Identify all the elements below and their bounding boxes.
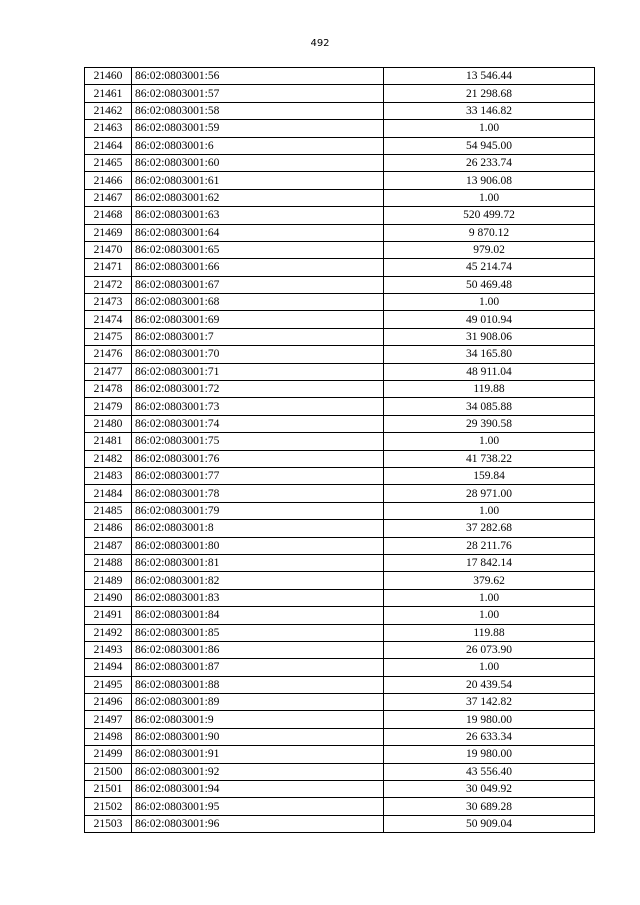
cadastral-number-cell: 86:02:0803001:71 [132, 363, 384, 380]
table-row [85, 207, 595, 224]
cadastral-number-cell: 86:02:0803001:6 [132, 137, 384, 154]
table-row [85, 589, 595, 606]
cadastral-number-cell: 86:02:0803001:78 [132, 485, 384, 502]
value-cell: 41 738.22 [384, 450, 595, 467]
page-number: 492 [310, 38, 330, 49]
value-cell: 979.02 [384, 241, 595, 258]
cadastral-number-cell: 86:02:0803001:70 [132, 346, 384, 363]
row-number-cell: 21502 [85, 798, 132, 815]
cadastral-number-cell: 86:02:0803001:88 [132, 676, 384, 693]
table-row [85, 676, 595, 693]
value-cell: 29 390.58 [384, 415, 595, 432]
value-cell: 26 633.34 [384, 728, 595, 745]
table-row [85, 520, 595, 537]
table-body [85, 68, 595, 833]
row-number-cell: 21491 [85, 607, 132, 624]
table-row [85, 398, 595, 415]
value-cell: 13 906.08 [384, 172, 595, 189]
table-row [85, 798, 595, 815]
cadastral-number-cell: 86:02:0803001:59 [132, 120, 384, 137]
cadastral-number-cell: 86:02:0803001:60 [132, 154, 384, 171]
cadastral-number-cell: 86:02:0803001:68 [132, 294, 384, 311]
row-number-cell: 21469 [85, 224, 132, 241]
row-number-cell: 21490 [85, 589, 132, 606]
row-number-cell: 21485 [85, 502, 132, 519]
cadastral-number-cell: 86:02:0803001:73 [132, 398, 384, 415]
value-cell: 1.00 [384, 433, 595, 450]
table-row [85, 415, 595, 432]
row-number-cell: 21495 [85, 676, 132, 693]
table-row [85, 711, 595, 728]
cadastral-table [84, 67, 595, 833]
cadastral-number-cell: 86:02:0803001:63 [132, 207, 384, 224]
row-number-cell: 21461 [85, 85, 132, 102]
row-number-cell: 21474 [85, 311, 132, 328]
value-cell: 33 146.82 [384, 102, 595, 119]
row-number-cell: 21500 [85, 763, 132, 780]
table-row [85, 276, 595, 293]
value-cell: 49 010.94 [384, 311, 595, 328]
table-row [85, 85, 595, 102]
value-cell: 19 980.00 [384, 746, 595, 763]
cadastral-number-cell: 86:02:0803001:79 [132, 502, 384, 519]
value-cell: 9 870.12 [384, 224, 595, 241]
table-row [85, 815, 595, 832]
value-cell: 45 214.74 [384, 259, 595, 276]
table-row [85, 189, 595, 206]
table-row [85, 763, 595, 780]
cadastral-number-cell: 86:02:0803001:69 [132, 311, 384, 328]
value-cell: 54 945.00 [384, 137, 595, 154]
row-number-cell: 21472 [85, 276, 132, 293]
value-cell: 37 142.82 [384, 694, 595, 711]
value-cell: 50 909.04 [384, 815, 595, 832]
cadastral-number-cell: 86:02:0803001:77 [132, 467, 384, 484]
table-row [85, 311, 595, 328]
table-row [85, 102, 595, 119]
table-row [85, 259, 595, 276]
row-number-cell: 21497 [85, 711, 132, 728]
cadastral-number-cell: 86:02:0803001:62 [132, 189, 384, 206]
value-cell: 1.00 [384, 294, 595, 311]
row-number-cell: 21488 [85, 554, 132, 571]
table-row [85, 241, 595, 258]
row-number-cell: 21464 [85, 137, 132, 154]
value-cell: 119.88 [384, 624, 595, 641]
row-number-cell: 21470 [85, 241, 132, 258]
value-cell: 1.00 [384, 120, 595, 137]
table-row [85, 120, 595, 137]
cadastral-number-cell: 86:02:0803001:61 [132, 172, 384, 189]
row-number-cell: 21465 [85, 154, 132, 171]
cadastral-number-cell: 86:02:0803001:58 [132, 102, 384, 119]
row-number-cell: 21484 [85, 485, 132, 502]
value-cell: 34 165.80 [384, 346, 595, 363]
cadastral-number-cell: 86:02:0803001:56 [132, 68, 384, 85]
value-cell: 379.62 [384, 572, 595, 589]
table-row [85, 537, 595, 554]
table-row [85, 641, 595, 658]
cadastral-number-cell: 86:02:0803001:8 [132, 520, 384, 537]
value-cell: 31 908.06 [384, 328, 595, 345]
table-row [85, 728, 595, 745]
row-number-cell: 21482 [85, 450, 132, 467]
value-cell: 26 073.90 [384, 641, 595, 658]
row-number-cell: 21496 [85, 694, 132, 711]
table-row [85, 554, 595, 571]
cadastral-number-cell: 86:02:0803001:84 [132, 607, 384, 624]
table-row [85, 485, 595, 502]
table-row [85, 346, 595, 363]
value-cell: 28 211.76 [384, 537, 595, 554]
row-number-cell: 21501 [85, 781, 132, 798]
cadastral-number-cell: 86:02:0803001:76 [132, 450, 384, 467]
value-cell: 19 980.00 [384, 711, 595, 728]
row-number-cell: 21463 [85, 120, 132, 137]
row-number-cell: 21466 [85, 172, 132, 189]
cadastral-number-cell: 86:02:0803001:92 [132, 763, 384, 780]
cadastral-number-cell: 86:02:0803001:64 [132, 224, 384, 241]
row-number-cell: 21467 [85, 189, 132, 206]
row-number-cell: 21489 [85, 572, 132, 589]
cadastral-number-cell: 86:02:0803001:66 [132, 259, 384, 276]
value-cell: 1.00 [384, 502, 595, 519]
table-row [85, 328, 595, 345]
row-number-cell: 21468 [85, 207, 132, 224]
cadastral-number-cell: 86:02:0803001:85 [132, 624, 384, 641]
row-number-cell: 21487 [85, 537, 132, 554]
table-row [85, 450, 595, 467]
table-row [85, 137, 595, 154]
row-number-cell: 21483 [85, 467, 132, 484]
cadastral-number-cell: 86:02:0803001:80 [132, 537, 384, 554]
table-row [85, 694, 595, 711]
table-row [85, 781, 595, 798]
row-number-cell: 21476 [85, 346, 132, 363]
cadastral-number-cell: 86:02:0803001:82 [132, 572, 384, 589]
row-number-cell: 21486 [85, 520, 132, 537]
row-number-cell: 21494 [85, 659, 132, 676]
value-cell: 20 439.54 [384, 676, 595, 693]
cadastral-number-cell: 86:02:0803001:57 [132, 85, 384, 102]
value-cell: 17 842.14 [384, 554, 595, 571]
cadastral-number-cell: 86:02:0803001:94 [132, 781, 384, 798]
cadastral-number-cell: 86:02:0803001:65 [132, 241, 384, 258]
table-row [85, 154, 595, 171]
row-number-cell: 21475 [85, 328, 132, 345]
cadastral-number-cell: 86:02:0803001:75 [132, 433, 384, 450]
value-cell: 13 546.44 [384, 68, 595, 85]
value-cell: 21 298.68 [384, 85, 595, 102]
table-row [85, 502, 595, 519]
value-cell: 43 556.40 [384, 763, 595, 780]
row-number-cell: 21498 [85, 728, 132, 745]
table-row [85, 659, 595, 676]
table-row [85, 467, 595, 484]
cadastral-number-cell: 86:02:0803001:89 [132, 694, 384, 711]
cadastral-number-cell: 86:02:0803001:86 [132, 641, 384, 658]
cadastral-number-cell: 86:02:0803001:96 [132, 815, 384, 832]
value-cell: 1.00 [384, 189, 595, 206]
cadastral-number-cell: 86:02:0803001:7 [132, 328, 384, 345]
cadastral-number-cell: 86:02:0803001:95 [132, 798, 384, 815]
table-row [85, 68, 595, 85]
table-row [85, 607, 595, 624]
cadastral-number-cell: 86:02:0803001:9 [132, 711, 384, 728]
value-cell: 1.00 [384, 589, 595, 606]
row-number-cell: 21493 [85, 641, 132, 658]
cadastral-number-cell: 86:02:0803001:81 [132, 554, 384, 571]
value-cell: 26 233.74 [384, 154, 595, 171]
row-number-cell: 21479 [85, 398, 132, 415]
row-number-cell: 21478 [85, 381, 132, 398]
value-cell: 50 469.48 [384, 276, 595, 293]
row-number-cell: 21503 [85, 815, 132, 832]
row-number-cell: 21471 [85, 259, 132, 276]
cadastral-number-cell: 86:02:0803001:83 [132, 589, 384, 606]
value-cell: 1.00 [384, 659, 595, 676]
cadastral-number-cell: 86:02:0803001:91 [132, 746, 384, 763]
row-number-cell: 21480 [85, 415, 132, 432]
table-row [85, 294, 595, 311]
value-cell: 28 971.00 [384, 485, 595, 502]
value-cell: 159.84 [384, 467, 595, 484]
cadastral-number-cell: 86:02:0803001:72 [132, 381, 384, 398]
table-row [85, 363, 595, 380]
value-cell: 37 282.68 [384, 520, 595, 537]
table-row [85, 572, 595, 589]
table-row [85, 381, 595, 398]
cadastral-number-cell: 86:02:0803001:74 [132, 415, 384, 432]
value-cell: 30 049.92 [384, 781, 595, 798]
row-number-cell: 21481 [85, 433, 132, 450]
row-number-cell: 21499 [85, 746, 132, 763]
table-row [85, 433, 595, 450]
cadastral-number-cell: 86:02:0803001:67 [132, 276, 384, 293]
table-row [85, 224, 595, 241]
cadastral-number-cell: 86:02:0803001:87 [132, 659, 384, 676]
row-number-cell: 21477 [85, 363, 132, 380]
cadastral-number-cell: 86:02:0803001:90 [132, 728, 384, 745]
value-cell: 119.88 [384, 381, 595, 398]
row-number-cell: 21460 [85, 68, 132, 85]
value-cell: 1.00 [384, 607, 595, 624]
value-cell: 34 085.88 [384, 398, 595, 415]
value-cell: 520 499.72 [384, 207, 595, 224]
row-number-cell: 21473 [85, 294, 132, 311]
value-cell: 48 911.04 [384, 363, 595, 380]
row-number-cell: 21462 [85, 102, 132, 119]
table-row [85, 172, 595, 189]
table-row [85, 624, 595, 641]
table-row [85, 746, 595, 763]
value-cell: 30 689.28 [384, 798, 595, 815]
row-number-cell: 21492 [85, 624, 132, 641]
